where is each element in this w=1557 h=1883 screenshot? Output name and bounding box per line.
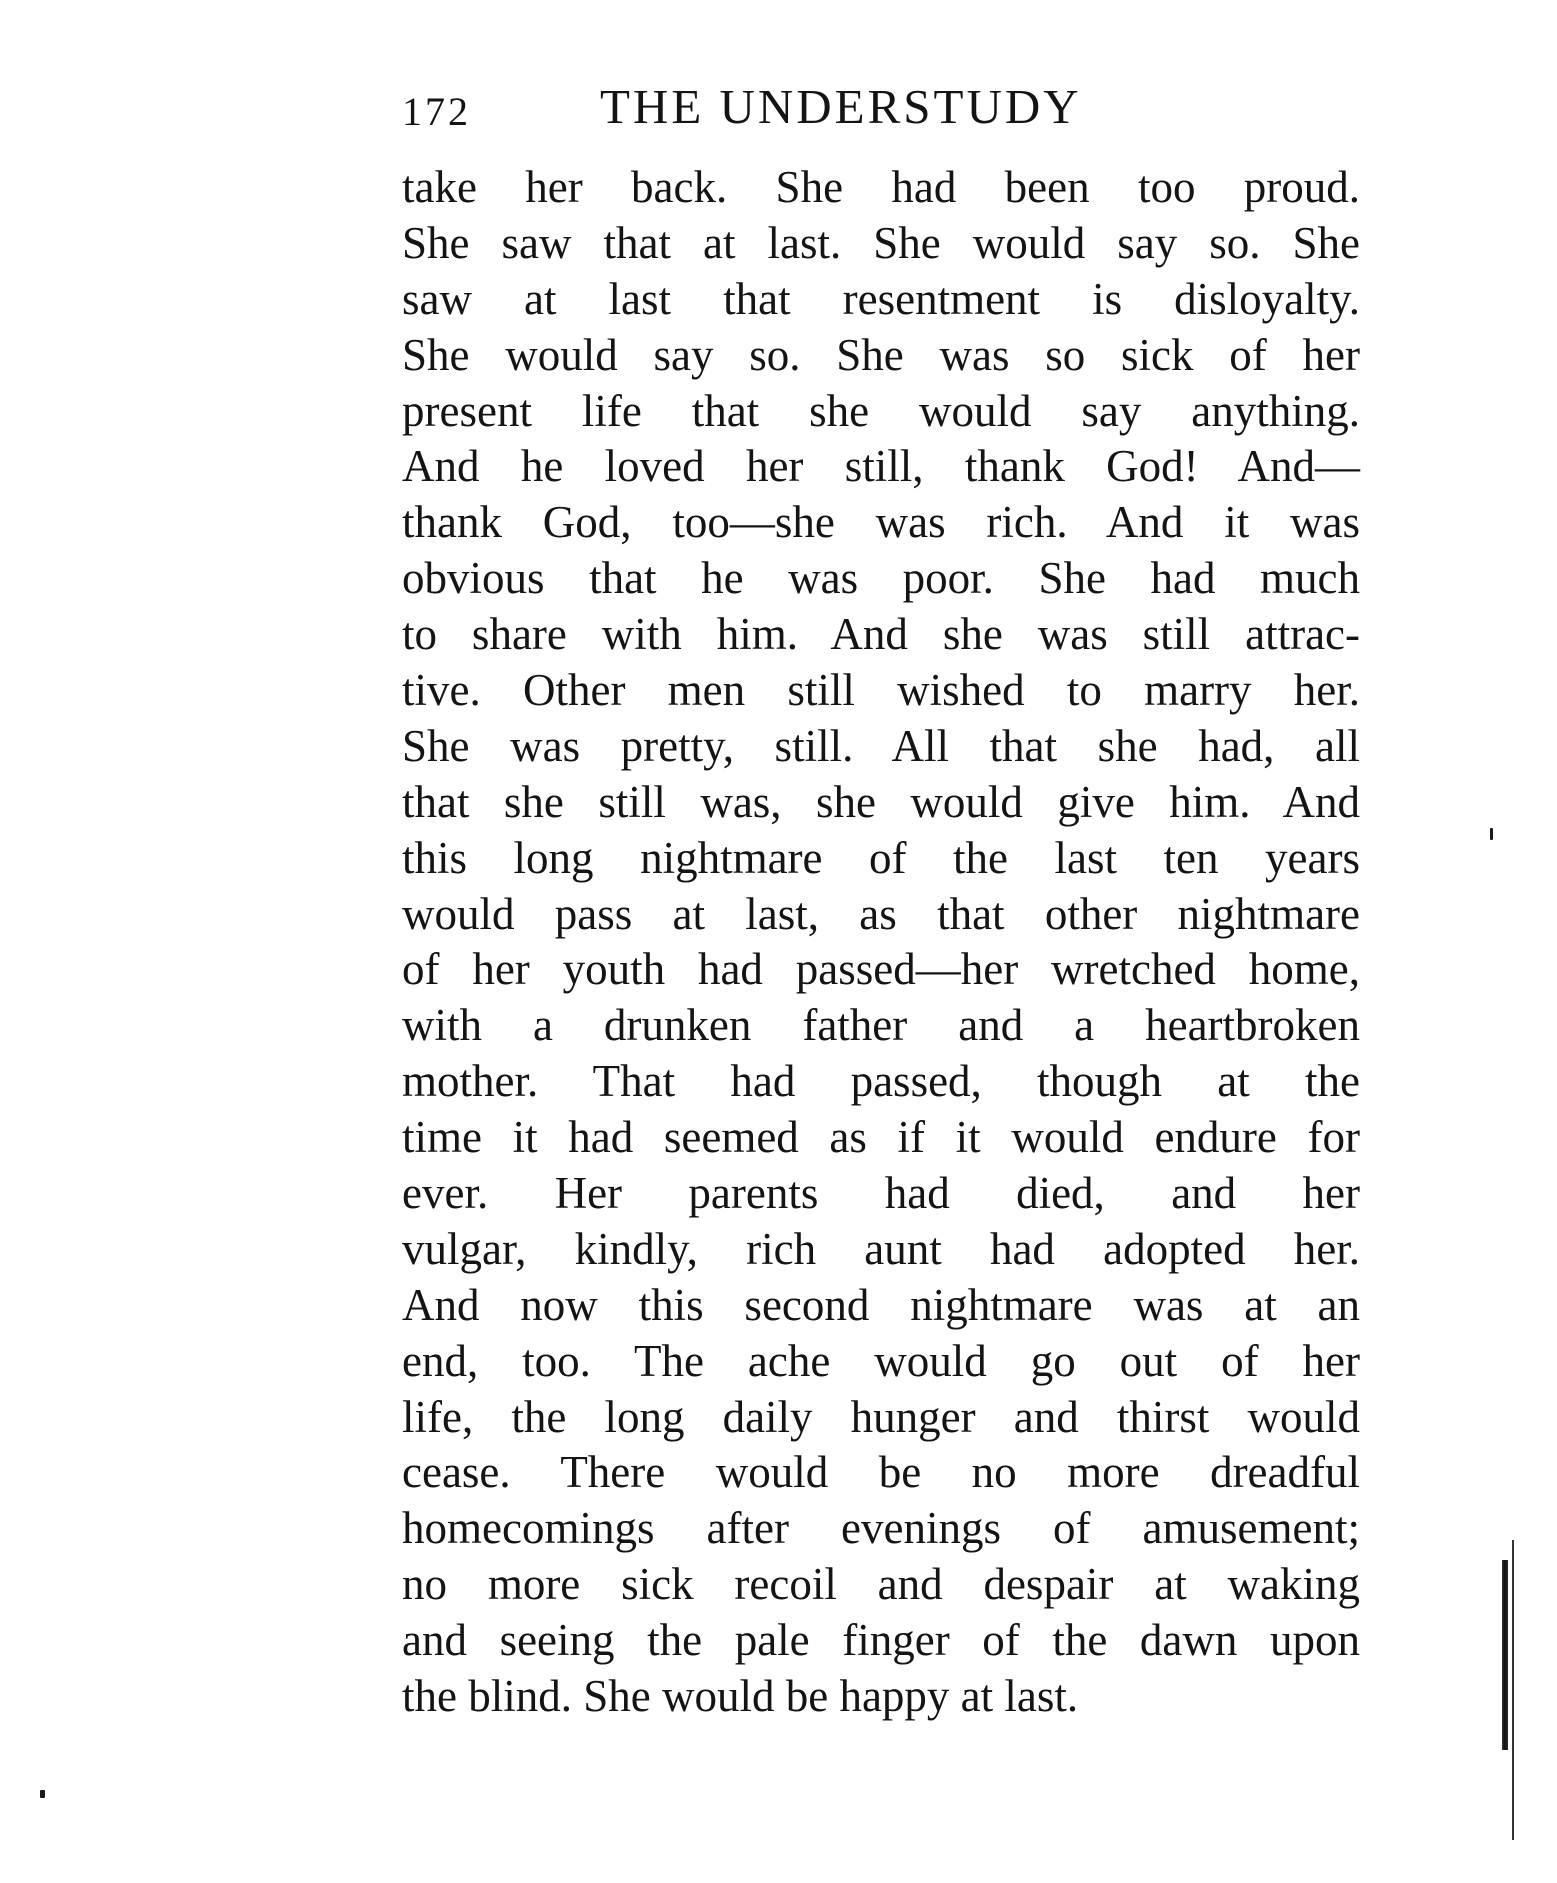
text-line: end, too. The ache would go out of her (402, 1335, 1360, 1386)
text-line: And he loved her still, thank God! And— (402, 441, 1360, 492)
text-line: time it had seemed as if it would endure for (402, 1112, 1360, 1163)
text-line: mother. That had passed, though at the (402, 1056, 1360, 1107)
running-title: THE UNDERSTUDY (600, 79, 1082, 134)
text-line: with a drunken father and a heartbroken (402, 1000, 1360, 1051)
text-line: cease. There would be no more dreadful (402, 1447, 1360, 1498)
text-line: and seeing the pale finger of the dawn upon (402, 1615, 1360, 1666)
binding-edge-line (1512, 1540, 1514, 1840)
text-line: homecomings after evenings of amusement; (402, 1503, 1360, 1554)
text-line: tive. Other men still wished to marry her. (402, 665, 1360, 716)
text-line: life, the long daily hunger and thirst would (402, 1391, 1360, 1442)
text-line: And now this second nightmare was at an (402, 1279, 1360, 1330)
text-line: She would say so. She was so sick of her (402, 329, 1360, 380)
text-line: no more sick recoil and despair at waking (402, 1559, 1360, 1610)
text-line: present life that she would say anything. (402, 385, 1360, 436)
text-line: obvious that he was poor. She had much (402, 553, 1360, 604)
text-line: vulgar, kindly, rich aunt had adopted her. (402, 1223, 1360, 1274)
text-line: ever. Her parents had died, and her (402, 1168, 1360, 1219)
text-line: thank God, too—she was rich. And it was (402, 497, 1360, 548)
text-line: that she still was, she would give him. And (402, 776, 1360, 827)
page-number: 172 (402, 89, 471, 134)
text-line: the blind. She would be happy at last. (402, 1671, 1079, 1722)
text-line: to share with him. And she was still attrac- (402, 609, 1360, 660)
scan-speck (40, 1790, 45, 1798)
text-line: this long nightmare of the last ten years (402, 832, 1360, 883)
running-head (402, 78, 1362, 138)
text-line: She saw that at last. She would say so. She (402, 217, 1360, 268)
text-line: She was pretty, still. All that she had, all (402, 720, 1360, 771)
text-line: take her back. She had been too proud. (402, 162, 1360, 212)
scan-speck (1490, 828, 1493, 840)
binding-edge-shadow (1502, 1560, 1508, 1750)
body-text (402, 160, 1360, 1725)
text-line: of her youth had passed—her wretched home, (402, 944, 1360, 995)
text-line: saw at last that resentment is disloyalty. (402, 273, 1360, 324)
text-line: would pass at last, as that other nightmare (402, 888, 1360, 939)
